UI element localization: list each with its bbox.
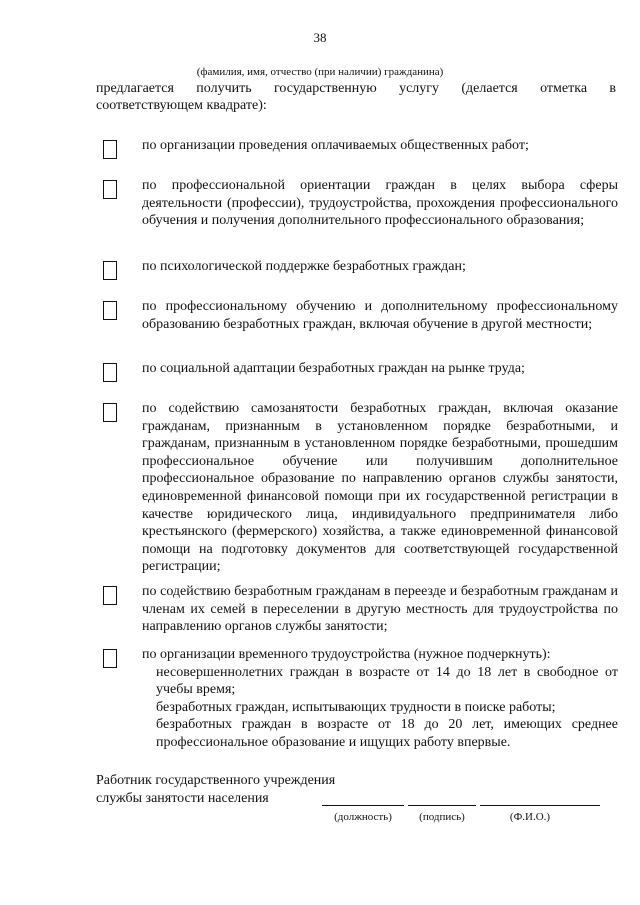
option-content [142,646,618,752]
option-label: по организации временного трудоустройства (нужное подчеркнуть): [142,647,551,662]
checkbox-public-works[interactable] [103,140,117,159]
intro-text [96,80,616,114]
option-label: по содействию безработным гражданам в переезде и безработным гражданам и членам их семей в переселении в другую местность для трудоустройства по направлению органов службы занятости; [142,584,618,635]
checkbox-relocation[interactable] [103,586,117,605]
page-number: 38 [313,30,327,45]
option-label: по профессиональному обучению и дополнительному профессиональному образованию безработных граждан, включая обучение в другой местности; [142,299,618,332]
option-label: по организации проведения оплачиваемых общественных работ; [142,138,529,153]
employee-title-line-1: Работник государственного учреждения [96,773,336,788]
option-label: по профессиональной ориентации граждан в целях выбора сферы деятельности (профессии), трудоустройства, прохождения профессионального обучения и получения дополнительного профессионального образования; [142,178,618,229]
checkbox-social-adaptation[interactable] [103,363,117,382]
option-label: по содействию самозанятости безработных граждан, включая оказание гражданам, признанным в установленном порядке безработными, и гражданам, признанным в установленном порядке безработными, прошедшим профессиональное обучение или получившим дополнительное профессиональное образование по направлению органов службы занятости, единовременной финансовой помощи при их государственной регистрации в качестве юридического лица, индивидуального предпринимателя либо крестьянского (фермерского) хозяйства, а также единовременной финансовой помощи на подготовку документов для соответствующей государственной регистрации; [142,401,618,575]
signature-field-line[interactable] [408,805,476,806]
signature-block [96,772,335,808]
sub-option-hard-to-employ[interactable]: безработных граждан, испытывающих трудности в поиске работы; [156,699,556,715]
citizen-name-caption: (фамилия, имя, отчество (при наличии) гражданина) [196,66,444,78]
intro-line-2: соответствующем квадрате): [96,98,267,113]
checkbox-temporary-employment[interactable] [103,649,117,668]
name-field-line[interactable] [480,805,600,806]
sub-option-minors[interactable]: несовершеннолетних граждан в возрасте от 14 до 18 лет в свободное от учебы время; [156,664,618,698]
name-caption: (Ф.И.О.) [509,811,551,823]
checkbox-career-guidance[interactable] [103,180,117,199]
signature-caption: (подпись) [419,811,465,823]
position-field-line[interactable] [322,805,404,806]
position-caption: (должность) [334,811,392,823]
intro-line-1: предлагается получить государственную услугу (делается отметка в [96,81,616,96]
sub-option-graduates[interactable]: безработных граждан в возрасте от 18 до 20 лет, имеющих среднее профессиональное образование и ищущих работу впервые. [156,717,618,750]
checkbox-professional-training[interactable] [103,301,117,320]
option-label: по социальной адаптации безработных граждан на рынке труда; [142,361,525,376]
employee-title-line-2: службы занятости населения [96,791,269,806]
sub-option-list [142,664,618,752]
checkbox-self-employment[interactable] [103,403,117,422]
option-label: по психологической поддержке безработных граждан; [142,259,466,274]
checkbox-psychological-support[interactable] [103,261,117,280]
